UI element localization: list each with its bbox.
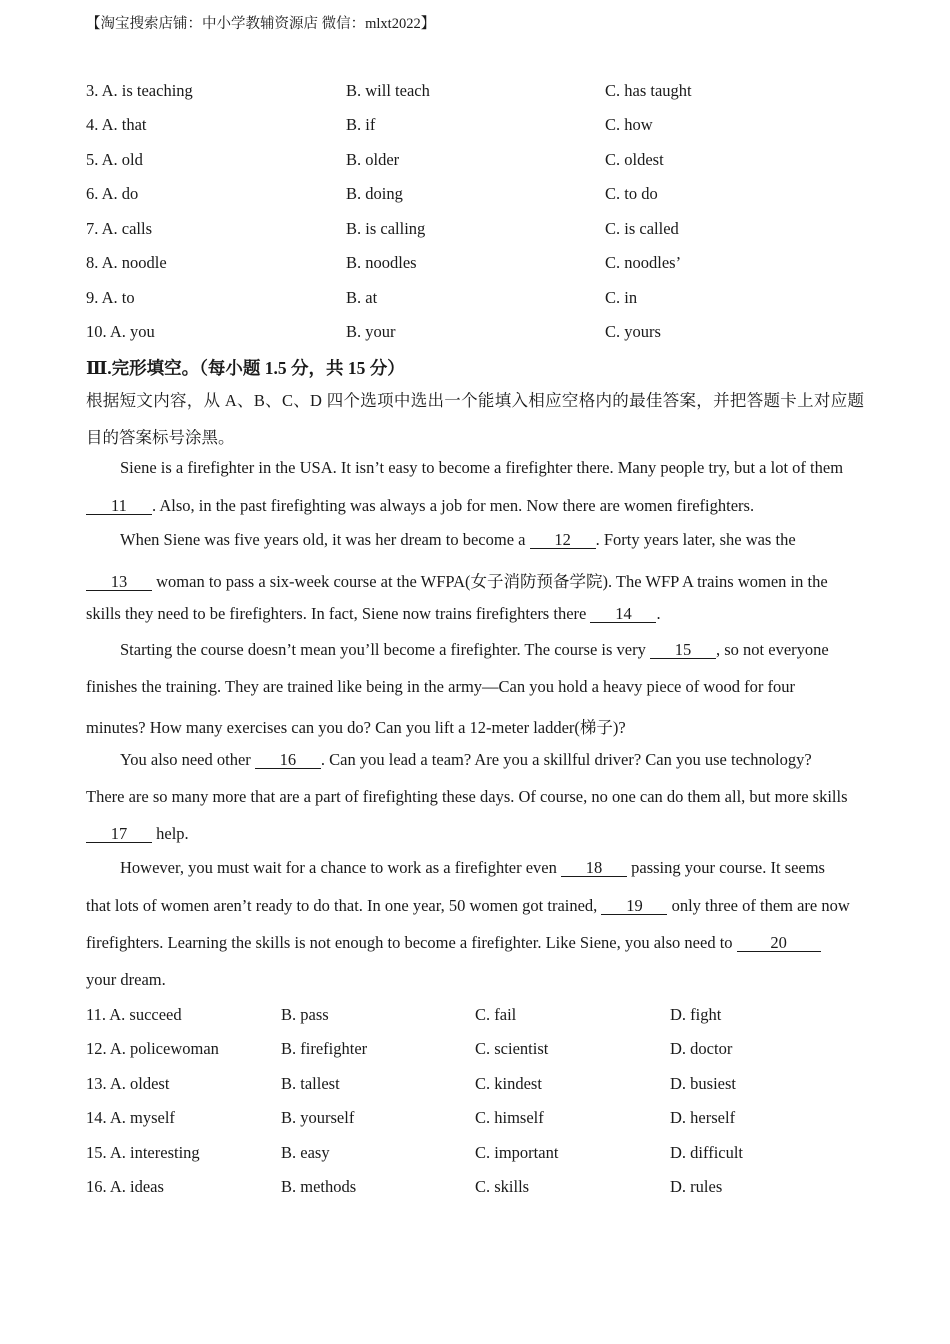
passage-line: However, you must wait for a chance to work as a firefighter even 18 passing your course. It seems bbox=[120, 858, 825, 877]
option-row-8: 8. A. noodle B. noodles C. noodles’ bbox=[86, 253, 682, 272]
option-row-3: 3. A. is teaching B. will teach C. has taught bbox=[86, 81, 692, 100]
passage-line: You also need other 16 . Can you lead a team? Are you a skillful driver? Can you use technology? bbox=[120, 750, 812, 769]
passage-line: When Siene was five years old, it was her dream to become a 12 . Forty years later, she was the bbox=[120, 530, 796, 549]
passage-line: Starting the course doesn’t mean you’ll become a firefighter. The course is very 15 , so not everyone bbox=[120, 640, 829, 659]
passage-line: 17 help. bbox=[86, 824, 189, 844]
blank-19: 19 bbox=[601, 897, 667, 915]
blank-11: 11 bbox=[86, 497, 152, 515]
blank-17: 17 bbox=[86, 825, 152, 843]
option-row-10: 10. A. you B. your C. yours bbox=[86, 322, 661, 341]
instruction-line-2: 目的答案标号涂黑。 bbox=[86, 428, 235, 447]
option-row-7: 7. A. calls B. is calling C. is called bbox=[86, 219, 679, 238]
option-row-9: 9. A. to B. at C. in bbox=[86, 288, 638, 307]
option-row-11: 11. A. succeed B. pass C. fail D. fight bbox=[86, 1005, 722, 1024]
passage-line: that lots of women aren’t ready to do that. In one year, 50 women got trained, 19 only three of them are now bbox=[86, 896, 850, 915]
passage-line: minutes? How many exercises can you do? Can you lift a 12-meter ladder(梯子)? bbox=[86, 718, 626, 737]
blank-18: 18 bbox=[561, 859, 627, 877]
option-row-15: 15. A. interesting B. easy C. important D. difficult bbox=[86, 1143, 744, 1162]
option-row-13: 13. A. oldest B. tallest C. kindest D. busiest bbox=[86, 1074, 736, 1093]
blank-12: 12 bbox=[530, 531, 596, 549]
passage-line: your dream. bbox=[86, 970, 166, 989]
page-header-watermark: 【淘宝搜索店铺：中小学教辅资源店 微信：mlxt2022】 bbox=[86, 16, 436, 32]
passage-line: 11 . Also, in the past firefighting was always a job for men. Now there are women firefighters. bbox=[86, 496, 754, 516]
section-title: Ⅲ.完形填空。（每小题 1.5 分，共 15 分） bbox=[86, 358, 405, 378]
option-row-5: 5. A. old B. older C. oldest bbox=[86, 150, 664, 169]
passage-line: firefighters. Learning the skills is not enough to become a firefighter. Like Siene, you also need to 20 bbox=[86, 933, 821, 953]
passage-line: skills they need to be firefighters. In fact, Siene now trains firefighters there 14 . bbox=[86, 604, 661, 623]
blank-15: 15 bbox=[650, 641, 716, 659]
option-row-6: 6. A. do B. doing C. to do bbox=[86, 184, 658, 203]
blank-13: 13 bbox=[86, 573, 152, 591]
option-row-4: 4. A. that B. if C. how bbox=[86, 115, 653, 134]
passage-line: There are so many more that are a part of firefighting these days. Of course, no one can do them all, but more skills bbox=[86, 787, 848, 806]
option-row-16: 16. A. ideas B. methods C. skills D. rules bbox=[86, 1177, 723, 1196]
blank-16: 16 bbox=[255, 751, 321, 769]
instruction-line-1: 根据短文内容，从 A、B、C、D 四个选项中选出一个能填入相应空格内的最佳答案，并把答题卡上对应题 bbox=[86, 391, 865, 410]
passage-line: finishes the training. They are trained like being in the army—Can you hold a heavy piece of wood for four bbox=[86, 677, 795, 696]
option-row-14: 14. A. myself B. yourself C. himself D. herself bbox=[86, 1108, 736, 1127]
passage-line: 13 woman to pass a six-week course at the WFPA(女子消防预备学院). The WFP A trains women in the bbox=[86, 568, 828, 592]
passage-line: Siene is a firefighter in the USA. It isn’t easy to become a firefighter there. Many people try, but a lot of them bbox=[120, 458, 844, 477]
option-row-12: 12. A. policewoman B. firefighter C. scientist D. doctor bbox=[86, 1039, 733, 1058]
blank-14: 14 bbox=[590, 605, 656, 623]
blank-20: 20 bbox=[737, 934, 821, 952]
